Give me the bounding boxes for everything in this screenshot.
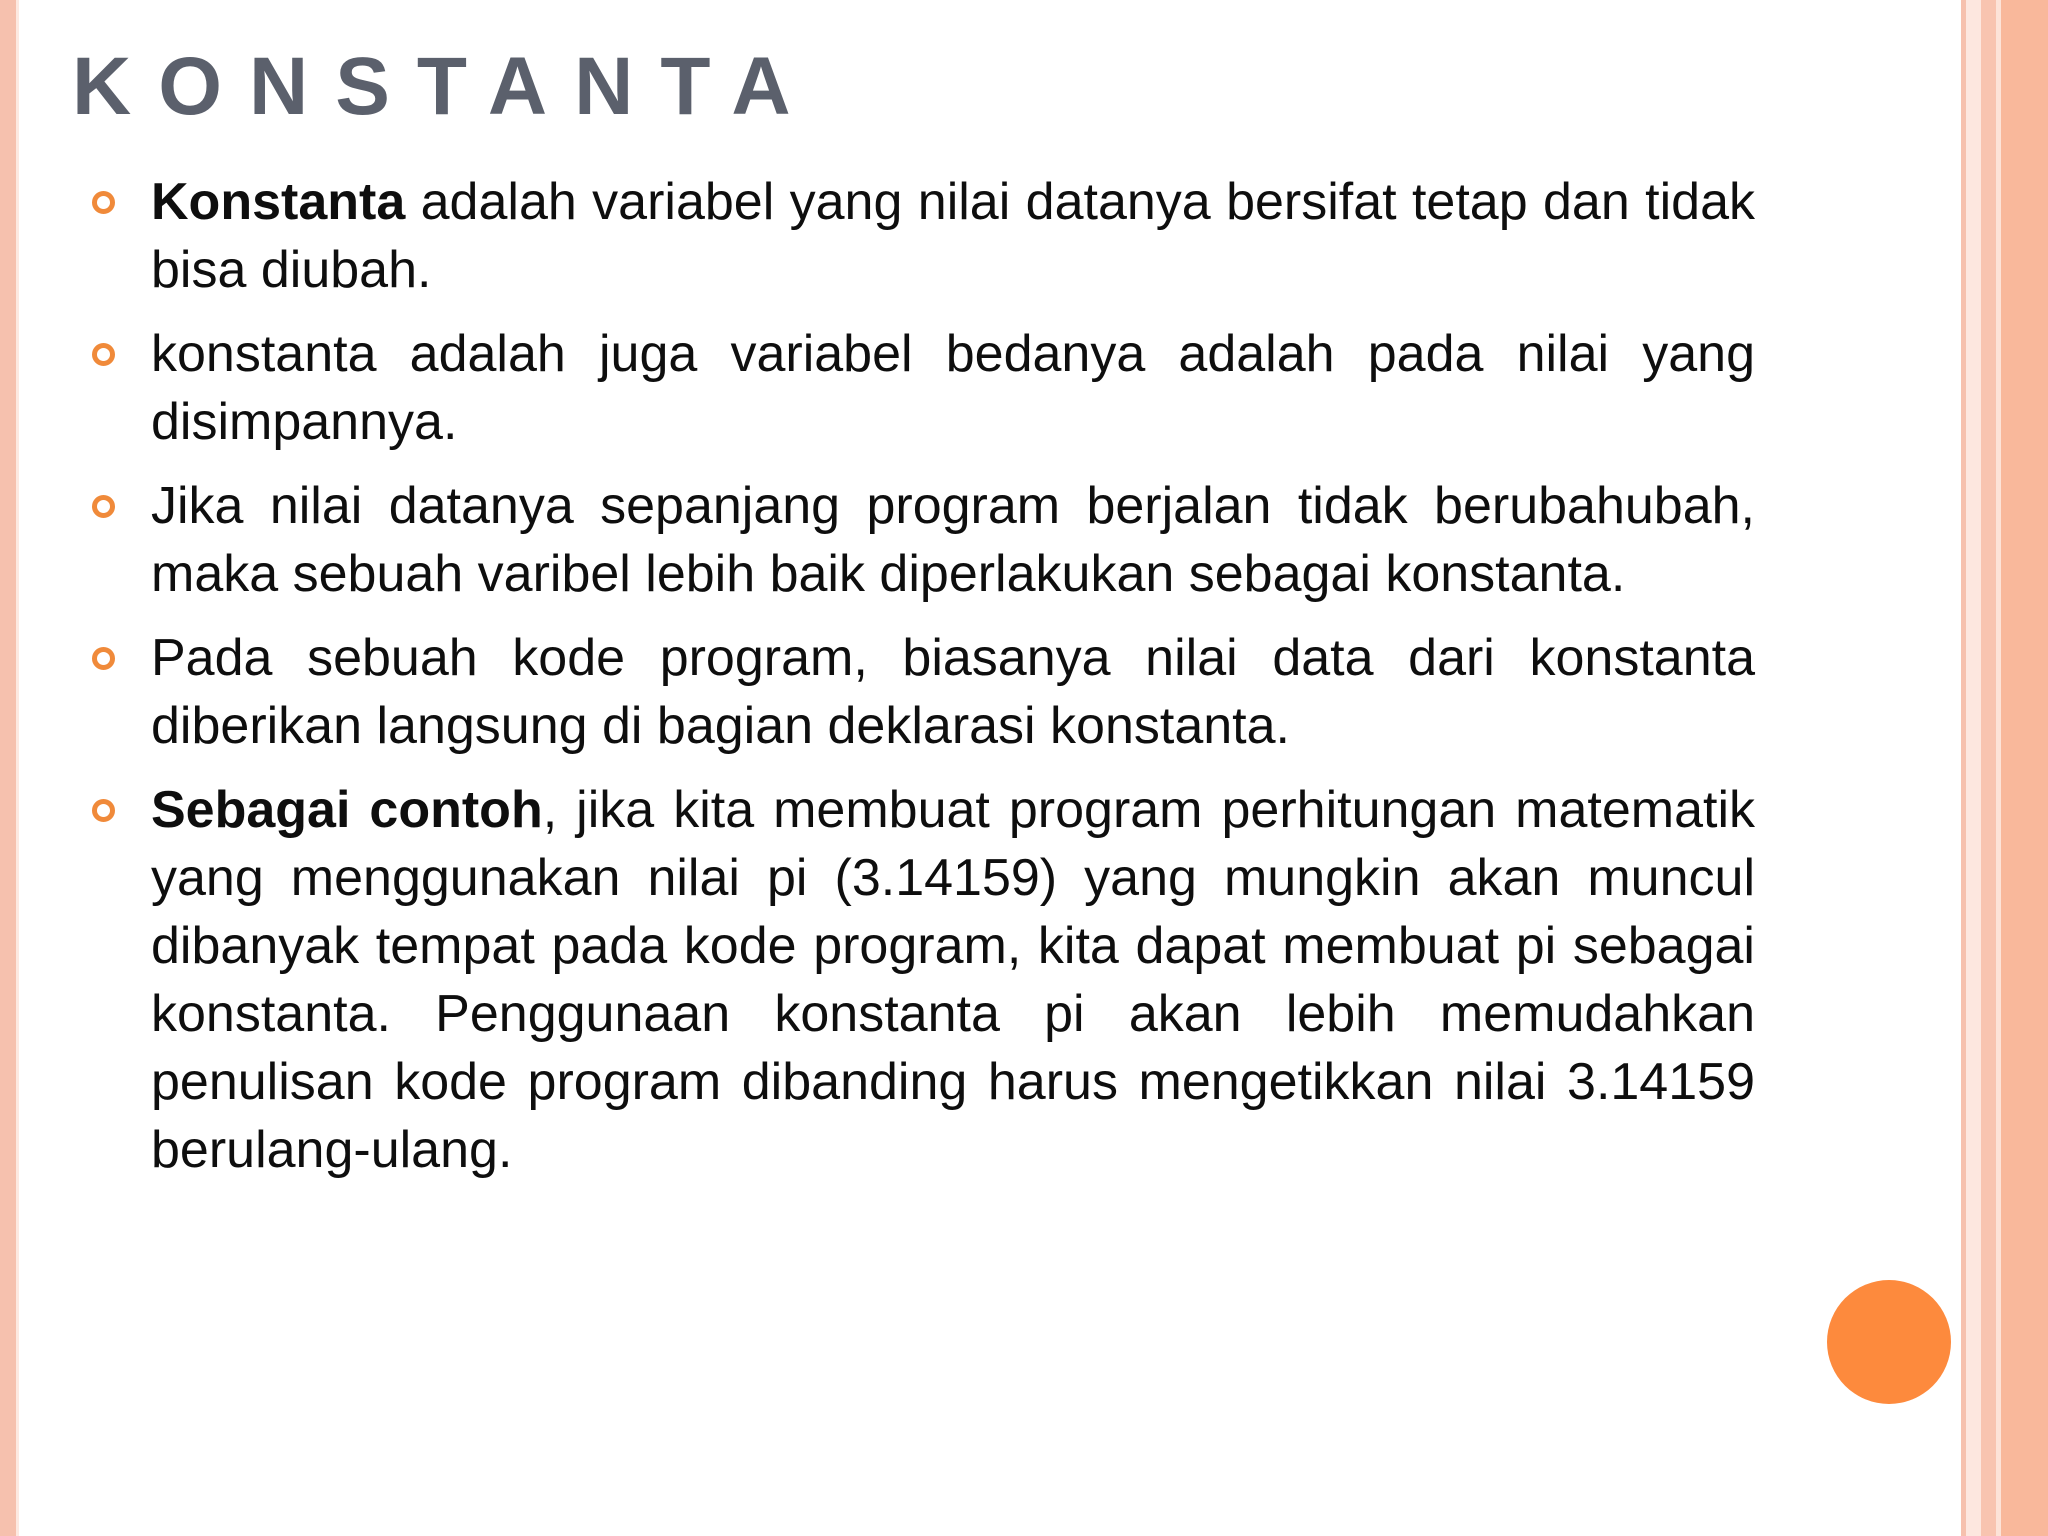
bullet-bold-text: Sebagai contoh: [151, 781, 543, 839]
bullet-text: adalah variabel yang nilai datanya bersifat tetap dan tidak bisa diubah.: [151, 173, 1755, 299]
slide-title: KONSTANTA: [72, 41, 818, 132]
right-band-gap: [1966, 0, 1981, 1536]
bullet-text: Pada sebuah kode program, biasanya nilai data dari konstanta diberikan langsung di bagian deklarasi konstanta.: [151, 629, 1755, 755]
bullet-item: [90, 320, 1755, 456]
hollow-circle-bullet-icon: [92, 799, 115, 822]
bullet-bold-text: Konstanta: [151, 173, 406, 231]
bullet-text: , jika kita membuat program perhitungan matematik yang menggunakan nilai pi (3.14159) yang mungkin akan muncul dibanyak tempat pada kode program, kita dapat membuat pi sebagai konstanta. Penggunaan konstanta pi akan lebih memudahkan penulisan kode program dibanding harus mengetikkan nilai 3.14159 berulang-ulang.: [151, 781, 1756, 1179]
bullet-list: [90, 168, 1755, 1200]
bullet-item: [90, 624, 1755, 760]
bullet-item: [90, 472, 1755, 608]
bullet-item: [90, 168, 1755, 304]
left-edge-stripe: [0, 0, 16, 1536]
hollow-circle-bullet-icon: [92, 647, 115, 670]
left-edge-stripe-inner: [16, 0, 19, 1536]
right-band-outer: [2001, 0, 2048, 1536]
bullet-text: konstanta adalah juga variabel bedanya adalah pada nilai yang disimpannya.: [151, 325, 1755, 451]
bullet-item: [90, 776, 1755, 1184]
hollow-circle-bullet-icon: [92, 495, 115, 518]
hollow-circle-bullet-icon: [92, 343, 115, 366]
bullet-text: Jika nilai datanya sepanjang program berjalan tidak berubahubah, maka sebuah varibel lebih baik diperlakukan sebagai konstanta.: [151, 477, 1755, 603]
right-band-thick-stripe: [1981, 0, 1996, 1536]
hollow-circle-bullet-icon: [92, 191, 115, 214]
orange-circle-decoration-icon: [1827, 1280, 1951, 1404]
